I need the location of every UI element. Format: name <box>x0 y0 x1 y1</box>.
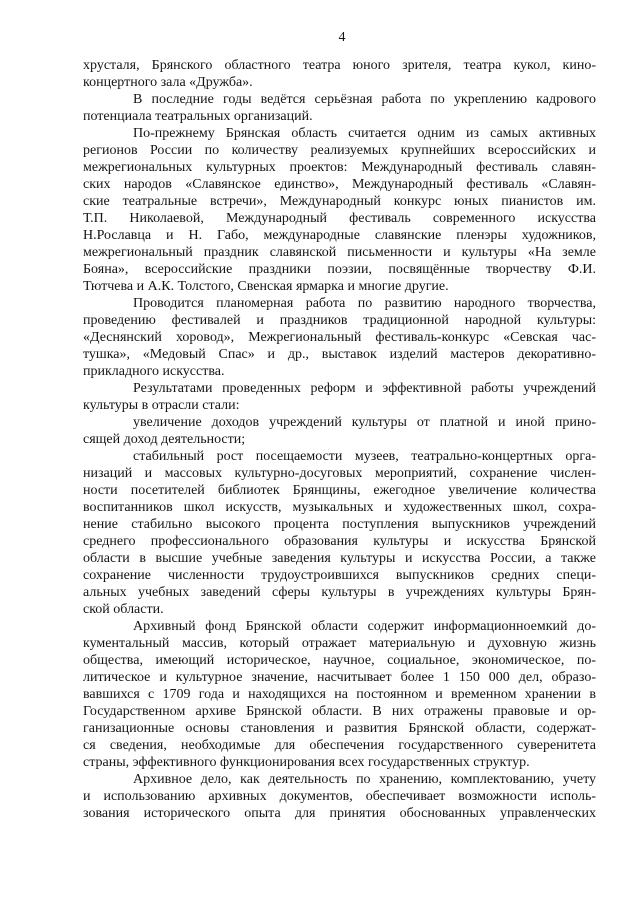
paragraph <box>83 57 596 91</box>
text-line: проведению фестивалей и праздников традиционной народной культуры: <box>83 313 596 328</box>
text-line: Государственном архиве Брянской области. В них отражены правовые и ор- <box>83 704 596 719</box>
body-text <box>83 57 596 822</box>
text-line: Н.Рославца и Н. Габо, международные славянские пленэры художников, <box>83 228 596 243</box>
text-line: зования исторического опыта для принятия обоснованных управленческих <box>83 806 596 821</box>
text-line: межрегиональных культурных проектов: Международный фестиваль славян- <box>83 160 596 175</box>
text-line: области в высшие учебные заведения культуры и искусства России, а также <box>83 551 596 566</box>
text-line: Результатами проведенных реформ и эффективной работы учреждений <box>133 381 596 396</box>
text-line: регионов России по количеству реализуемых крупнейших всероссийских и <box>83 143 596 158</box>
text-line: ской области. <box>83 602 164 617</box>
text-line: общества, имеющий историческое, научное, социальное, экономическое, по- <box>83 653 596 668</box>
text-line: «Деснянский хоровод», Межрегиональный фестиваль-конкурс «Севская час- <box>83 330 596 345</box>
text-line: стабильный рост посещаемости музеев, театрально-концертных орга- <box>133 449 596 464</box>
text-line: и использованию архивных документов, обеспечивает возможности исполь- <box>83 789 596 804</box>
text-line: ские театральные встречи», Международный конкурс юных пианистов им. <box>83 194 596 209</box>
text-line: Тютчева и А.К. Толстого, Свенская ярмарка и многие другие. <box>83 279 449 294</box>
text-line: межрегиональный праздник славянской письменности и культуры «На земле <box>83 245 596 260</box>
paragraph <box>83 618 596 771</box>
text-line: воспитанников школ искусств, музыкальных и художественных школ, сохра- <box>83 500 596 515</box>
paragraph <box>83 448 596 618</box>
text-line: Т.П. Николаевой, Международный фестиваль современного искусства <box>83 211 596 226</box>
text-line: низаций и массовых культурно-досуговых мероприятий, сохранение числен- <box>83 466 596 481</box>
text-line: хрусталя, Брянского областного театра юного зрителя, театра кукол, кино- <box>83 58 596 73</box>
text-line: потенциала театральных организаций. <box>83 109 313 124</box>
text-line: культуры в отрасли стали: <box>83 398 240 413</box>
paragraph <box>83 91 596 125</box>
text-line: увеличение доходов учреждений культуры от платной и иной прино- <box>133 415 596 430</box>
text-line: Бояна», всероссийские праздники поэзии, посвящённые творчеству Ф.И. <box>83 262 596 277</box>
text-line: Архивный фонд Брянской области содержит информационноемкий до- <box>133 619 596 634</box>
text-line: литическое и культурное значение, насчитывает более 1 150 000 дел, образо- <box>83 670 596 685</box>
text-line: страны, эффективного функционирования всех государственных структур. <box>83 755 530 770</box>
text-line: сящей доход деятельности; <box>83 432 246 447</box>
paragraph <box>83 771 596 822</box>
paragraph <box>83 295 596 380</box>
paragraph <box>83 380 596 414</box>
text-line: ских народов «Славянское единство», Международный фестиваль «Славян- <box>83 177 596 192</box>
paragraph <box>83 414 596 448</box>
paragraph <box>83 125 596 295</box>
text-line: Проводится планомерная работа по развитию народного творчества, <box>133 296 596 311</box>
text-line: сохранение численности трудоустроившихся выпускников средних специ- <box>83 568 596 583</box>
text-line: концертного зала «Дружба». <box>83 75 253 90</box>
text-line: среднего профессионального образования культуры и искусства Брянской <box>83 534 596 549</box>
text-line: ся сведения, необходимые для обеспечения государственного суверенитета <box>83 738 596 753</box>
text-line: ности посетителей библиотек Брянщины, ежегодное увеличение количества <box>83 483 596 498</box>
text-line: прикладного искусства. <box>83 364 225 379</box>
text-line: В последние годы ведётся серьёзная работа по укреплению кадрового <box>133 92 596 107</box>
text-line: тушка», «Медовый Спас» и др., выставок изделий мастеров декоративно- <box>83 347 596 362</box>
text-line: По-прежнему Брянская область считается одним из самых активных <box>133 126 596 141</box>
text-line: Архивное дело, как деятельность по хранению, комплектованию, учету <box>133 772 596 787</box>
text-line: вавшихся с 1709 года и находящихся на постоянном и временном хранении в <box>83 687 596 702</box>
text-line: ганизационные основы становления и развития Брянской области, содержат- <box>83 721 596 736</box>
page-number: 4 <box>338 30 346 45</box>
text-line: кументальный массив, который отражает материальную и духовную жизнь <box>83 636 596 651</box>
text-line: нение стабильно высокого процента поступления выпускников учреждений <box>83 517 596 532</box>
text-line: альных учебных заведений сферы культуры в учреждениях культуры Брян- <box>83 585 596 600</box>
